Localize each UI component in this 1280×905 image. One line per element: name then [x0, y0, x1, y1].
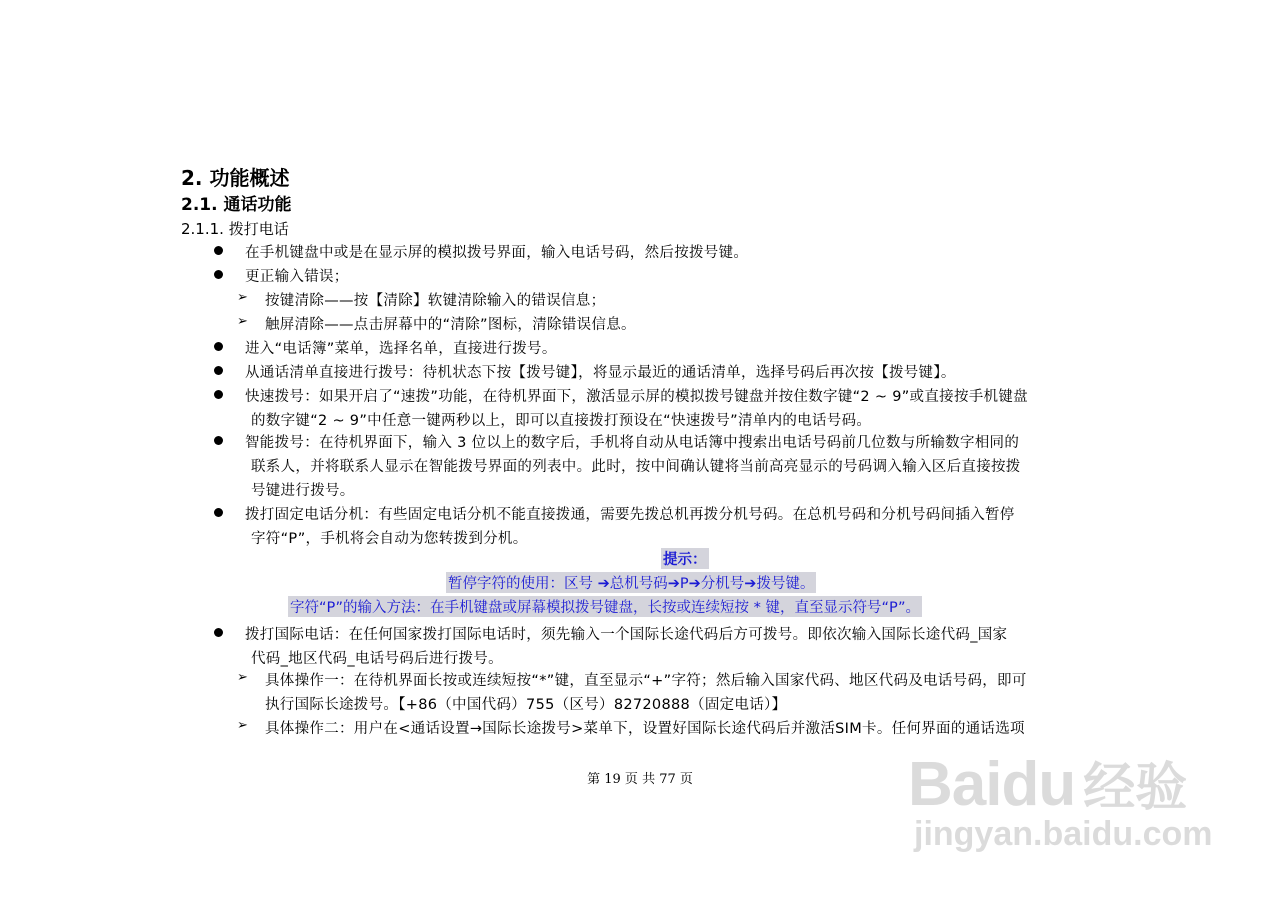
list-item: 具体操作二：用户在<通话设置→国际长途拨号>菜单下，设置好国际长途代码后并激活SIM卡。任何界面的通话选项 [265, 721, 1025, 737]
tip-line: 暂停字符的使用：区号 ➔总机号码➔P➔分机号➔拨号键。 [446, 572, 816, 593]
heading-3: 2.1.1. 拨打电话 [181, 220, 289, 238]
bullet-icon [214, 366, 223, 375]
watermark [908, 745, 1213, 855]
tip-title: 提示： [661, 548, 709, 569]
heading-2: 2.1. 通话功能 [181, 195, 292, 215]
bullet-icon [214, 436, 223, 445]
tip-line: 字符“P”的输入方法：在手机键盘或屏幕模拟拨号键盘，长按或连续短按 * 键，直至显示符号“P”。 [288, 596, 922, 617]
bullet-icon [214, 628, 223, 637]
arrowhead-icon: ➢ [237, 314, 248, 329]
list-item-continuation: 代码_地区代码_电话号码后进行拨号。 [251, 651, 503, 667]
heading-1: 2. 功能概述 [181, 166, 290, 190]
list-item: 拨打固定电话分机：有些固定电话分机不能直接拨通，需要先拨总机再拨分机号码。在总机号码和分机号码间插入暂停 [245, 507, 1015, 523]
list-item: 按键清除——按【清除】软键清除输入的错误信息； [265, 293, 606, 309]
arrowhead-icon: ➢ [237, 718, 248, 733]
bullet-icon [214, 342, 223, 351]
bullet-icon [214, 270, 223, 279]
bullet-icon [214, 246, 223, 255]
baidu-logo: Baidu 经验 [908, 750, 1188, 819]
watermark-url: jingyan.baidu.com [914, 815, 1213, 853]
list-item-continuation: 字符“P”，手机将会自动为您转拨到分机。 [251, 531, 528, 547]
list-item: 拨打国际电话：在任何国家拨打国际电话时，须先输入一个国际长途代码后方可拨号。即依次输入国际长途代码_国家 [245, 627, 1008, 643]
list-item: 触屏清除——点击屏幕中的“清除”图标，清除错误信息。 [265, 317, 636, 333]
bullet-icon [214, 508, 223, 517]
list-item: 更正输入错误； [245, 269, 349, 285]
bullet-icon [214, 390, 223, 399]
list-item-continuation: 执行国际长途拨号。【+86（中国代码）755（区号）82720888（固定电话）】 [265, 697, 787, 713]
list-item: 智能拨号：在待机界面下，输入 3 位以上的数字后，手机将自动从电话簿中搜索出电话号码前几位数与所输数字相同的 [245, 435, 1020, 451]
list-item: 从通话清单直接进行拨号：待机状态下按【拨号键】，将显示最近的通话清单，选择号码后再次按【拨号键】。 [245, 365, 956, 381]
list-item: 进入“电话簿”菜单，选择名单，直接进行拨号。 [245, 341, 557, 357]
list-item-continuation: 联系人，并将联系人显示在智能拨号界面的列表中。此时，按中间确认键将当前高亮显示的号码调入输入区后直接按拨 [251, 459, 1021, 475]
page-footer: 第 19 页 共 77 页 [587, 772, 693, 787]
list-item: 具体操作一：在待机界面长按或连续短按“*”键，直至显示“+”字符；然后输入国家代码、地区代码及电话号码，即可 [265, 673, 1027, 689]
arrowhead-icon: ➢ [237, 670, 248, 685]
list-item-continuation: 号键进行拨号。 [251, 483, 355, 499]
list-item: 在手机键盘中或是在显示屏的模拟拨号界面，输入电话号码，然后按拨号键。 [245, 245, 749, 261]
arrowhead-icon: ➢ [237, 290, 248, 305]
list-item-continuation: 的数字键“2 ~ 9”中任意一键两秒以上，即可以直接拨打预设在“快速拨号”清单内的电话号码。 [251, 413, 872, 429]
list-item: 快速拨号：如果开启了“速拨”功能，在待机界面下，激活显示屏的模拟拨号键盘并按住数字键“2 ~ 9”或直接按手机键盘 [245, 389, 1028, 405]
